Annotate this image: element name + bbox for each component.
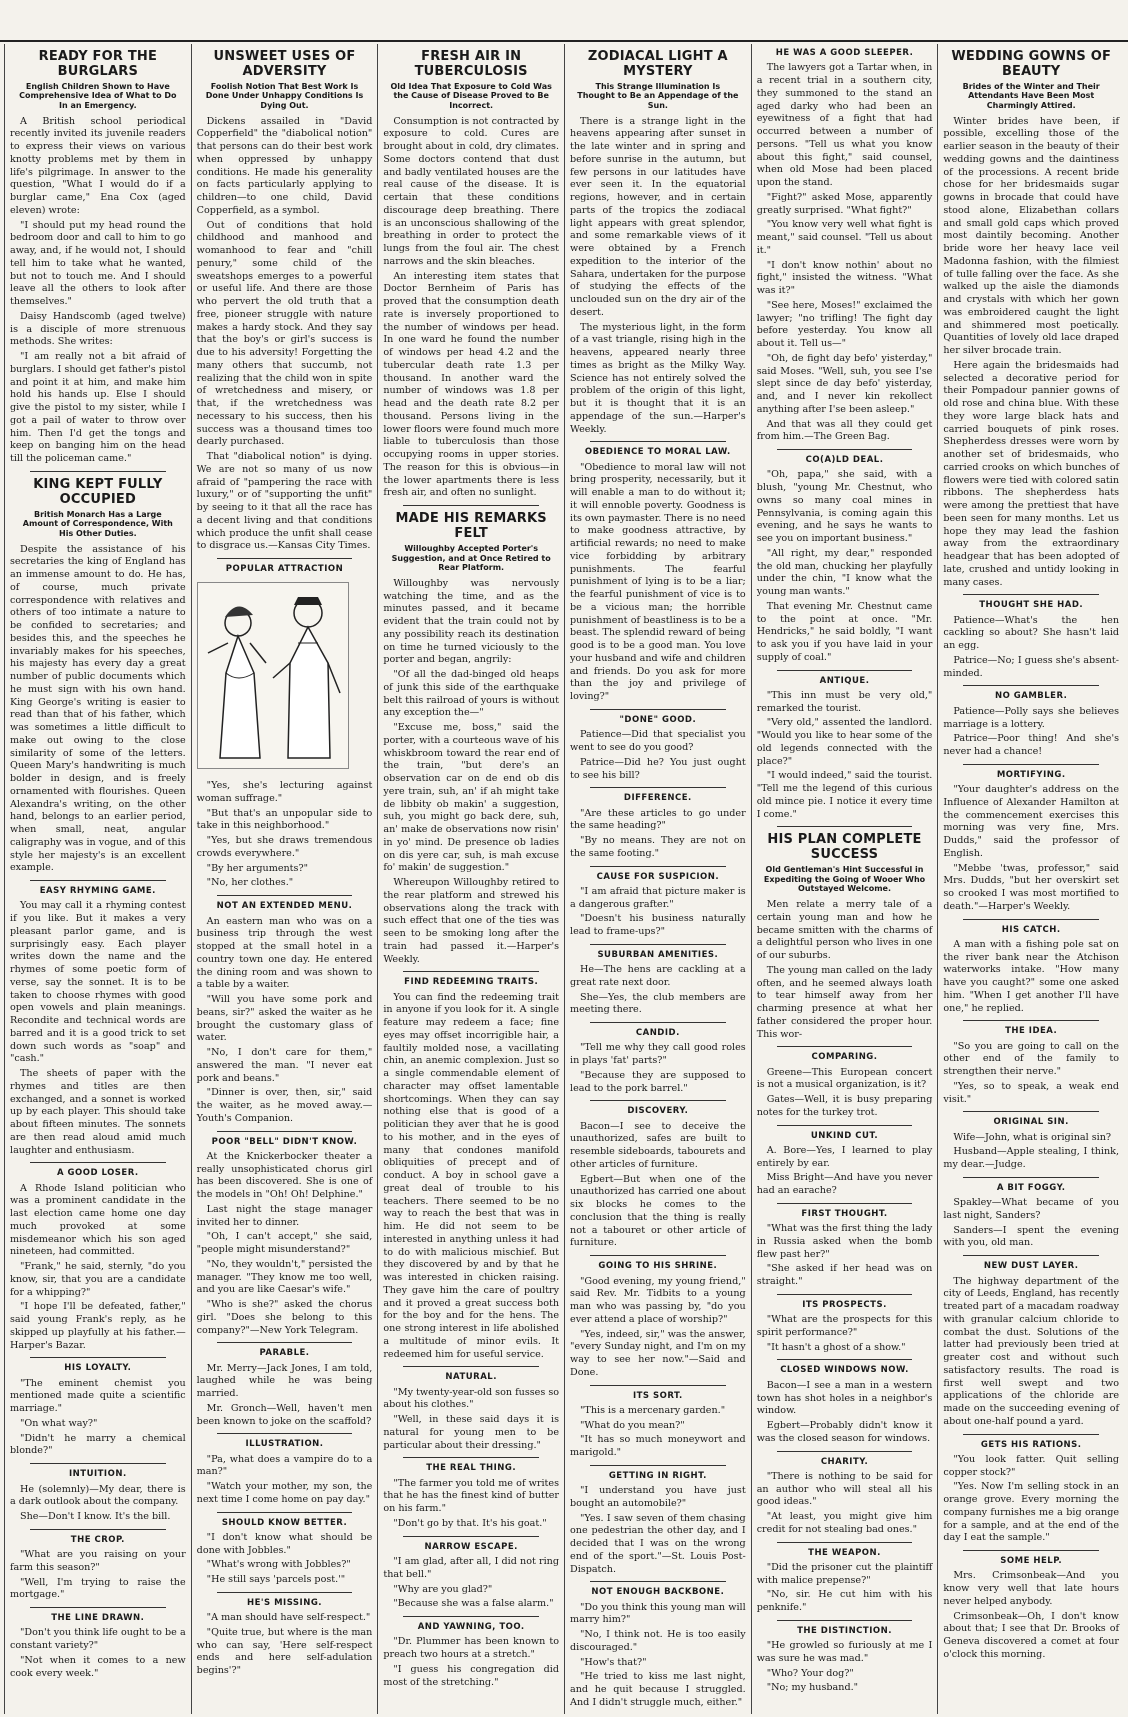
article-paragraph: "Obedience to moral law will not bring prosperity, necessarily, but it will enable a man to do without it; it will ennoble poverty. Goodness is its own paymaster. There is no need to make goodness attractive, by artificial rewards; no need to make vice forbidding by arbitrary punishments. The fearful punishment of lying is to be a liar; the fearful punishment of vice is to be a vicious man; the horrible punishment of beastliness is to be a beast. The splendid reward of being good is to be a good man. You love your husband and wife and children and friends. Do you ask for more than the joy and privilege of loving?" xyxy=(570,461,746,703)
article-divider xyxy=(30,471,166,472)
article-paragraph: "A man should have self-respect." xyxy=(206,1612,371,1624)
article-paragraph: "Doesn't his business naturally lead to frame-ups?" xyxy=(570,913,746,938)
section-heading: NARROW ESCAPE. xyxy=(424,1541,518,1552)
article-paragraph: Miss Bright—And have you never had an earache? xyxy=(756,1172,933,1197)
column-6 xyxy=(937,44,1124,1714)
article-subheadline: Foolish Notion That Best Work Is Done Under Unhappy Conditions Is Dying Out. xyxy=(205,81,364,111)
section-heading: HE WAS A GOOD SLEEPER. xyxy=(775,48,914,58)
article-paragraph: "At least, you might give him credit for not stealing bad ones." xyxy=(756,1511,933,1535)
article-paragraph: "What was the first thing the lady in Russia asked when the bomb flew past her?" xyxy=(756,1223,933,1260)
article-divider xyxy=(777,1046,913,1047)
column-4 xyxy=(564,44,751,1714)
article-paragraph: "On what way?" xyxy=(20,1417,98,1429)
section-heading: HE'S MISSING. xyxy=(246,1597,323,1608)
article-headline: WEDDING GOWNS OF BEAUTY xyxy=(951,49,1112,79)
article-paragraph: Patrice—Did he? You just ought to see his bill? xyxy=(570,756,746,781)
section-heading: HIS CATCH. xyxy=(1001,924,1061,935)
article-paragraph: "Yes, indeed, sir," was the answer, "every Sunday night, and I'm on my way to see her now."—Said and Done. xyxy=(570,1328,746,1378)
article-divider xyxy=(217,1342,353,1343)
article-divider xyxy=(590,709,726,710)
article-subheadline: Old Idea That Exposure to Cold Was the Cause of Disease Proved to Be Incorrect. xyxy=(390,81,552,111)
article-divider xyxy=(963,685,1099,686)
article-paragraph: Out of conditions that hold childhood and manhood and womanhood to fear and "chill penury," some child of the sweatshops emerges to a powerful or useful life. And there are those who pervert the old truth that a free, pioneer struggle with nature makes a hardy stock. And they say that the boy's or girl's success is due to his adversity! Forgetting the many others that succumb, not realizing that the child won in spite of wretchedness and misery, or that, if the wretchedness was necessary to his success, then his success was a thousand times too dearly purchased. xyxy=(196,219,373,448)
section-heading: DISCOVERY. xyxy=(627,1106,689,1117)
article-paragraph: "Quite true, but where is the man who can say, 'Here self-respect ends and here self-adulation begins'?" xyxy=(196,1626,373,1677)
section-heading: NEW DUST LAYER. xyxy=(983,1261,1079,1272)
article-divider xyxy=(777,449,913,450)
article-paragraph: She—Yes, the club members are meeting there. xyxy=(570,991,746,1016)
section-heading: FIND REDEEMING TRAITS. xyxy=(404,977,539,988)
article-paragraph: "I am really not a bit afraid of burglars. I should get father's pistol and point it at him, and make him hold his hands up. Else I should give the pistol to my sister, while I got a pail of water to throw over him. Then I'd get the tongs and keep on banging him on the head till the policeman came." xyxy=(10,351,186,465)
section-heading: GOING TO HIS SHRINE. xyxy=(598,1261,718,1272)
article-paragraph: "He growled so furiously at me I was sure he was mad." xyxy=(756,1640,933,1664)
article-divider xyxy=(590,866,726,867)
section-heading: CANDID. xyxy=(635,1028,680,1039)
article-paragraph: "Oh, de fight day befo' yisterday," said Moses. "Well, suh, you see I'se slept since de day befo' yisterday, and, and I never kin rekollect anything after I'se been asleep." xyxy=(756,352,933,415)
article-paragraph: "The farmer you told me of writes that he has the finest kind of butter on his farm." xyxy=(383,1477,560,1515)
article-divider xyxy=(777,1359,913,1360)
article-paragraph: "He still says 'parcels post.'" xyxy=(206,1574,346,1586)
article-headline: HIS PLAN COMPLETE SUCCESS xyxy=(767,832,922,863)
article-paragraph: "He tried to kiss me last night, and he quit because I struggled. And I didn't struggle much, either." xyxy=(570,1671,746,1708)
cartoon-illustration xyxy=(197,582,349,769)
article-paragraph: "Pa, what does a vampire do to a man?" xyxy=(196,1453,373,1478)
article-paragraph: Patience—What's the hen cackling so about? She hasn't laid an egg. xyxy=(943,614,1120,652)
article-paragraph: "Why are you glad?" xyxy=(393,1583,493,1595)
article-paragraph: Daisy Handscomb (aged twelve) is a disciple of more strenuous methods. She writes: xyxy=(10,310,186,348)
article-paragraph: Despite the assistance of his secretaries the king of England has an immense amount to do. He has, of course, much private correspondence with relatives and others of too intimate a nature to be confided to secretaries; and besides this, and the speeches he invariably makes for his speeches, his majesty has every day a great number of public documents which he must sign with his own hand. King George's writing is easier to read than that of his father, which was sometimes a little difficult to make out owing to the close similarity of some of the letters. Queen Mary's handwriting is much bolder in design, and is freely ornamented with flourishes. Queen Alexandra's writing, on the other hand, belongs to an earlier period, when small, neat, angular caligraphy was in vogue, and of this style her majesty's is an excellent example. xyxy=(10,543,186,874)
article-paragraph: Patience—Polly says she believes marriage is a lottery. xyxy=(943,705,1120,730)
article-paragraph: "No, her clothes." xyxy=(206,877,294,889)
section-heading: CAUSE FOR SUSPICION. xyxy=(596,871,720,882)
article-paragraph: "Dr. Plummer has been known to preach two hours at a stretch." xyxy=(383,1636,560,1661)
article-paragraph: "Tell me why they call good roles in plays 'fat' parts?" xyxy=(570,1042,746,1067)
article-paragraph: Spakley—What became of you last night, Sanders? xyxy=(943,1197,1120,1221)
article-paragraph: "No, they wouldn't," persisted the manager. "They know me too well, and you are like Caesar's wife." xyxy=(196,1258,373,1296)
article-paragraph: Patrice—No; I guess she's absent-minded. xyxy=(943,654,1120,679)
article-divider xyxy=(403,1616,539,1617)
article-headline: READY FOR THE BURGLARS xyxy=(38,49,158,79)
section-heading: FIRST THOUGHT. xyxy=(801,1208,888,1219)
article-paragraph: "It has so much moneywort and marigold." xyxy=(570,1434,746,1459)
article-paragraph: "Because they are supposed to lead to the pork barrel." xyxy=(570,1069,746,1094)
article-paragraph: Willoughby was nervously watching the time, and as the minutes passed, and it became evident that the train could not by any possibility reach its destination on time he turned viciously to the porter and began, angrily: xyxy=(383,577,560,666)
article-headline: ZODIACAL LIGHT A MYSTERY xyxy=(587,49,728,79)
article-paragraph: Bacon—I see to deceive the unauthorized, safes are built to resemble sideboards, tabourets and other articles of furniture. xyxy=(570,1120,746,1170)
article-paragraph: "What are you raising on your farm this season?" xyxy=(10,1549,186,1573)
article-paragraph: "I hope I'll be defeated, father," said young Frank's reply, as he skipped up playfully at his father.—Harper's Bazar. xyxy=(10,1301,186,1351)
article-subheadline: Brides of the Winter and Their Attendants Have Been Most Charmingly Attired. xyxy=(962,81,1100,111)
article-divider xyxy=(217,1592,353,1593)
article-divider xyxy=(590,1581,726,1582)
article-paragraph: "No, I think not. He is too easily discouraged." xyxy=(570,1629,746,1653)
article-paragraph: "What's wrong with Jobbles?" xyxy=(206,1559,351,1571)
article-paragraph: "Yes, she's lecturing against woman suffrage." xyxy=(196,780,373,804)
article-paragraph: "You know very well what fight is meant," said counsel. "Tell us about it." xyxy=(756,219,933,256)
article-paragraph: Dickens assailed in "David Copperfield" the "diabolical notion" that persons can do their best work when oppressed by unhappy conditions. He made his generality on facts particularly applying to children—to one child, David Copperfield, as a symbol. xyxy=(196,115,373,216)
article-paragraph: That "diabolical notion" is dying. We are not so many of us now afraid of "pampering the race with luxury," or of "supporting the unfit" by seeing to it that all the race has a decent living and that conditions which produce the unfit shall cease to disgrace us.—Kansas City Times. xyxy=(196,451,373,552)
section-heading: ILLUSTRATION. xyxy=(245,1439,324,1450)
article-paragraph: Crimsonbeak—Oh, I don't know about that; I see that Dr. Brooks of Geneva discovered a comet at four o'clock this morning. xyxy=(943,1610,1120,1660)
article-paragraph: "No, sir. He cut him with his penknife." xyxy=(756,1589,933,1614)
article-paragraph: Husband—Apple stealing, I think, my dear.—Judge. xyxy=(943,1146,1120,1171)
article-paragraph: "Mebbe 'twas, professor," said Mrs. Dudds, "but her overskirt set so crooked I was most mortified to death."—Harper's Weekly. xyxy=(943,862,1120,912)
article-paragraph: "Who? Your dog?" xyxy=(766,1667,854,1679)
article-paragraph: Here again the bridesmaids had selected a decorative period for their Pompadour pannier gowns of old rose and china blue. With these they wore large black hats and carried bouquets of pink roses. Shepherdess dresses were worn by another set of bridesmaids, who carried crooks on which bunches of flowers were tied with colored satin ribbons. The shepherdess hats were among the prettiest that have been seen for many months. Let us hope they may lead the fashion away from the extraordinary headgear that has been adopted of late, crushed and untidy looking in many cases. xyxy=(943,359,1120,588)
article-divider xyxy=(217,895,353,896)
article-paragraph: Wife—John, what is original sin? xyxy=(953,1131,1112,1143)
section-heading: THE WEAPON. xyxy=(808,1547,881,1558)
article-paragraph: Whereupon Willoughby retired to the rear platform and strewed his observations along the track with such effect that one of the ties was seen to be smoking long after the train had passed it.—Harper's Weekly. xyxy=(383,877,560,965)
article-paragraph: Egbert—Probably didn't know it was the closed season for windows. xyxy=(756,1420,933,1444)
section-heading: THE IDEA. xyxy=(1005,1026,1058,1037)
section-heading: NOT AN EXTENDED MENU. xyxy=(216,901,353,912)
article-paragraph: He (solemnly)—My dear, there is a dark outlook about the company. xyxy=(10,1483,186,1508)
article-paragraph: Mr. Gronch—Well, haven't men been known to joke on the scaffold? xyxy=(196,1402,373,1427)
article-paragraph: "See here, Moses!" exclaimed the lawyer; "no trifling! The fight day before yesterday. You know all about it. Tell us—" xyxy=(756,299,933,350)
article-paragraph: Consumption is not contracted by exposure to cold. Cures are brought about in cold, dry climates. Some doctors contend that dust and badly ventilated houses are the real cause of the disease. It is certain that these conditions discourage deep breathing. There is an unconscious shallowing of the breathing in order to protect the lungs from the foul air. The chest narrows and the skin bleaches. xyxy=(383,115,560,267)
article-divider xyxy=(777,1620,913,1621)
article-paragraph: Sanders—I spent the evening with you, old man. xyxy=(943,1224,1120,1249)
article-paragraph: She—Don't I know. It's the bill. xyxy=(20,1511,171,1522)
article-paragraph: You may call it a rhyming contest if you like. But it makes a very pleasant parlor game, and is surprisingly easy. Each player writes down the name and the rhymes of some poetic form of verse, say the sonnet. It is to be taken to choose rhymes with good open vowels and plain meanings. Recondite and technical words are barred and it is a good trick to set down such words as "soap" and "cash." xyxy=(10,900,186,1065)
article-paragraph: "All right, my dear," responded the old man, chucking her playfully under the chin, "I know what the young man wants." xyxy=(756,547,933,598)
article-divider xyxy=(590,441,726,442)
article-divider xyxy=(30,1607,166,1608)
section-heading: ANTIQUE. xyxy=(819,675,870,686)
article-paragraph: Gates—Well, it is busy preparing notes for the turkey trot. xyxy=(756,1094,933,1118)
article-paragraph: The highway department of the city of Leeds, England, has recently treated part of a macadam roadway with granular calcium chloride to combat the dust. Solutions of the latter had previously been tried at greater cost and without such satisfactory results. The road is first well swept and two applications of the chloride are made on the succeeding evening of about one-half pound a yard. xyxy=(943,1275,1120,1427)
article-divider xyxy=(963,919,1099,920)
section-heading: SOME HELP. xyxy=(1000,1556,1063,1567)
page-top-margin xyxy=(0,0,1128,42)
article-divider xyxy=(590,1100,726,1101)
article-paragraph: "Are these articles to go under the same heading?" xyxy=(570,807,746,832)
article-paragraph: "The eminent chemist you mentioned made quite a scientific marriage." xyxy=(10,1377,186,1415)
article-subheadline: English Children Shown to Have Comprehensive Idea of What to Do In an Emergency. xyxy=(19,81,177,111)
article-divider xyxy=(30,1529,166,1530)
article-divider xyxy=(963,1550,1099,1551)
section-heading: PARABLE. xyxy=(259,1348,310,1359)
article-divider xyxy=(403,971,539,972)
article-paragraph: Egbert—But when one of the unauthorized has carried one about six blocks he comes to the conclusion that the thing is really not a tabouret or other article of furniture. xyxy=(570,1173,746,1249)
section-heading: HIS LOYALTY. xyxy=(64,1363,132,1374)
article-divider xyxy=(590,944,726,945)
article-paragraph: "What do you mean?" xyxy=(580,1419,685,1431)
section-heading: ITS SORT. xyxy=(632,1390,683,1401)
article-headline: MADE HIS REMARKS FELT xyxy=(395,511,547,542)
article-paragraph: "I don't know what should be done with Jobbles." xyxy=(196,1531,373,1556)
article-paragraph: A British school periodical recently invited its juvenile readers to express their views on various knotty problems met by them in life's pilgrimage. In answer to the question, "What I would do if a burglar came," Ena Cox (aged eleven) wrote: xyxy=(10,115,186,216)
article-paragraph: Winter brides have been, if possible, excelling those of the earlier season in the beauty of their wedding gowns and the daintiness of the processions. A recent bride chose for her bridesmaids sugar gowns in brocade that could have stood alone, Elizabethan collars and small gold caps which proved most daintily becoming. Another bride wore her heavy lace veil Madonna fashion, with the filmiest of tulle falling over the face. As she walked up the aisle the diamonds and crystals with which her gown was embroidered caught the light and shimmered most poetically. Quantities of lovely old lace draped her silver brocade train. xyxy=(943,115,1120,357)
section-heading: SHOULD KNOW BETTER. xyxy=(221,1517,348,1528)
article-paragraph: "You look fatter. Quit selling copper stock?" xyxy=(943,1453,1120,1478)
article-paragraph: The young man called on the lady often, and he seemed always loath to tear himself away from her charming presence at what her father considered the proper hour. This wor- xyxy=(756,964,933,1040)
section-heading: DIFFERENCE. xyxy=(623,793,692,804)
article-paragraph: "Yes, but she draws tremendous crowds everywhere." xyxy=(196,835,373,859)
article-paragraph: Patience—Did that specialist you went to see do you good? xyxy=(570,729,746,753)
article-paragraph: "Of all the dad-binged old heaps of junk this side of the earthquake belt this railroad of yours is without any exception the—" xyxy=(383,669,560,719)
article-paragraph: Last night the stage manager invited her to dinner. xyxy=(196,1203,373,1228)
article-subheadline: British Monarch Has a Large Amount of Correspondence, With His Other Duties. xyxy=(22,509,173,538)
column-3 xyxy=(377,44,564,1714)
article-paragraph: "Frank," he said, sternly, "do you know, sir, that you are a candidate for a whipping?" xyxy=(10,1261,186,1298)
section-heading: ITS PROSPECTS. xyxy=(802,1299,887,1310)
article-paragraph: Bacon—I see a man in a western town has shot holes in a neighbor's window. xyxy=(756,1379,933,1417)
column-1 xyxy=(4,44,191,1714)
section-heading: CO(A)LD DEAL. xyxy=(805,455,884,466)
article-divider xyxy=(777,1542,913,1543)
article-divider xyxy=(777,1294,913,1295)
section-heading: THOUGHT SHE HAD. xyxy=(979,600,1084,611)
article-paragraph: "Excuse me, boss," said the porter, with a courteous wave of his whiskbroom toward the rear end of the train, "but dere's an observation car on de end ob dis yere train, suh, an' if ah might take de libbity ob makin' a suggestion, suh, you might go back dere, suh, an' make de observations now risin' in yo' mind. De presence ob ladies on dis yere car, suh, is mah excuse fo' makin' de suggestion." xyxy=(383,722,560,874)
article-paragraph: "I would indeed," said the tourist. "Tell me the legend of this curious old mince pie. I notice it every time I come." xyxy=(756,770,933,820)
article-paragraph: "How's that?" xyxy=(580,1656,647,1668)
article-divider xyxy=(963,1020,1099,1021)
section-heading: COMPARING. xyxy=(811,1052,878,1063)
article-paragraph: "Very old," assented the landlord. "Would you like to hear some of the old legends connected with the place?" xyxy=(756,717,933,767)
article-paragraph: An interesting item states that Doctor Bernheim of Paris has proved that the consumption death rate is inversely proportioned to the number of windows per head. In one ward he found the number of windows per head 4.2 and the tubercular death rate 1.3 per thousand. In another ward the number of windows was 1.8 per head and the death rate 8.2 per thousand. Persons living in the lower floors were found much more liable to tuberculosis than those occupying rooms in upper stories. The reason for this is obvious—in the lower apartments there is less fresh air, and often no sunlight. xyxy=(383,270,560,499)
article-headline: UNSWEET USES OF ADVERSITY xyxy=(213,49,356,79)
section-heading: CLOSED WINDOWS NOW. xyxy=(780,1365,909,1376)
section-heading: MORTIFYING. xyxy=(996,769,1066,780)
article-paragraph: Mrs. Crimsonbeak—And you know very well that late hours never helped anybody. xyxy=(943,1570,1120,1607)
article-paragraph: "So you are going to call on the other end of the family to strengthen their nerve." xyxy=(943,1040,1120,1078)
section-heading: NO GAMBLER. xyxy=(994,691,1068,702)
section-heading: AND YAWNING, TOO. xyxy=(417,1622,525,1632)
article-divider xyxy=(590,1022,726,1023)
article-paragraph: "I am afraid that picture maker is a dangerous grafter." xyxy=(570,885,746,910)
article-paragraph: "Who is she?" asked the chorus girl. "Does she belong to this company?"—New York Telegram. xyxy=(196,1299,373,1336)
article-paragraph: "By no means. They are not on the same footing." xyxy=(570,835,746,859)
section-heading: THE CROP. xyxy=(70,1534,125,1545)
article-paragraph: "It hasn't a ghost of a show." xyxy=(766,1341,906,1353)
article-paragraph: The mysterious light, in the form of a vast triangle, rising high in the heavens, appeared nearly three times as bright as the Milky Way. Science has not entirely solved the problem of the origin of this light, but it is thought that it is an appendage of the sun.—Harper's Weekly. xyxy=(570,321,746,435)
section-heading: SUBURBAN AMENITIES. xyxy=(597,949,719,960)
article-paragraph: "Good evening, my young friend," said Rev. Mr. Tidbits to a young man who was passing by, "do you ever attend a place of worship?" xyxy=(570,1275,746,1325)
article-paragraph: Men relate a merry tale of a certain young man and how he became smitten with the charms of a delightful person who lives in one of our suburbs. xyxy=(756,899,933,962)
section-heading: GETTING IN RIGHT. xyxy=(608,1470,707,1481)
section-heading: NOT ENOUGH BACKBONE. xyxy=(591,1587,725,1598)
article-paragraph: "Watch your mother, my son, the next time I come home on pay day." xyxy=(196,1481,373,1505)
article-divider xyxy=(217,1512,353,1513)
article-divider xyxy=(777,826,913,827)
article-paragraph: "Yes, so to speak, a weak end visit." xyxy=(943,1080,1120,1105)
article-paragraph: "My twenty-year-old son fusses so about his clothes." xyxy=(383,1386,560,1411)
article-divider xyxy=(777,1203,913,1204)
article-paragraph: "Did the prisoner cut the plaintiff with malice prepense?" xyxy=(756,1561,933,1586)
article-paragraph: A Rhode Island politician who was a prominent candidate in the last election came home one day much provoked at some misdemeanor which his son aged nineteen, had committed. xyxy=(10,1182,186,1258)
article-paragraph: "Well, in these said days it is natural for young men to be particular about their dressing." xyxy=(383,1414,560,1451)
article-paragraph: A. Bore—Yes, I learned to play entirely by ear. xyxy=(756,1144,933,1169)
article-divider xyxy=(963,594,1099,595)
article-divider xyxy=(403,1457,539,1458)
article-paragraph: "I guess his congregation did most of the stretching." xyxy=(383,1663,560,1688)
article-divider xyxy=(590,787,726,788)
article-paragraph: An eastern man who was on a business trip through the west stopped at the small hotel in a country town one day. He entered the dining room and was shown to a table by a waiter. xyxy=(196,915,373,991)
article-paragraph: There is a strange light in the heavens appearing after sunset in the late winter and in spring and before sunrise in the autumn, but few persons in our latitudes have ever seen it. In the equatorial regions, however, and in certain parts of the tropics the zodiacal light appears with great splendor, and some remarkable views of it were obtained by a French expedition to the interior of the Sahara, undertaken for the purpose of studying the effects of the unclouded sun on the dry air of the desert. xyxy=(570,115,746,318)
article-paragraph: Patrice—Poor thing! And she's never had a chance! xyxy=(943,733,1120,757)
article-headline: FRESH AIR IN TUBERCULOSIS xyxy=(414,49,528,79)
article-paragraph: "But that's an unpopular side to take in this neighborhood." xyxy=(196,807,373,832)
article-paragraph: "I understand you have just bought an automobile?" xyxy=(570,1485,746,1509)
section-heading: UNKIND CUT. xyxy=(810,1130,879,1141)
article-subheadline: This Strange Illumination Is Thought to Be an Appendage of the Sun. xyxy=(577,81,739,111)
article-paragraph: "No, I don't care for them," answered the man. "I never eat pork and beans." xyxy=(196,1047,373,1084)
article-paragraph: "Fight?" asked Mose, apparently greatly surprised. "What fight?" xyxy=(756,191,933,216)
section-heading: CHARITY. xyxy=(820,1456,869,1467)
article-divider xyxy=(590,1385,726,1386)
section-heading: "DONE" GOOD. xyxy=(619,714,697,725)
article-divider xyxy=(963,1434,1099,1435)
article-paragraph: "I should put my head round the bedroom door and call to him to go away, and, if he would not, I should tell him to take what he wanted, but not to touch me. And I should leave all the others to look after themselves." xyxy=(10,219,186,308)
article-paragraph: Greene—This European concert is not a musical organization, is it? xyxy=(756,1066,933,1091)
article-divider xyxy=(403,505,539,506)
article-divider xyxy=(217,558,353,559)
article-paragraph: "Because she was a false alarm." xyxy=(393,1598,554,1610)
section-heading: INTUITION. xyxy=(69,1469,127,1480)
section-heading: EASY RHYMING GAME. xyxy=(39,886,156,897)
article-divider xyxy=(777,670,913,671)
section-heading: THE DISTINCTION. xyxy=(797,1625,892,1636)
article-subheadline: Willoughby Accepted Porter's Suggestion, and at Once Retired to Rear Platform. xyxy=(391,544,551,573)
article-divider xyxy=(777,1451,913,1452)
article-divider xyxy=(30,880,166,881)
article-divider xyxy=(403,1536,539,1537)
article-divider xyxy=(963,1111,1099,1112)
article-headline: KING KEPT FULLY OCCUPIED xyxy=(33,476,163,507)
article-divider xyxy=(963,1177,1099,1178)
article-paragraph: You can find the redeeming trait in anyone if you look for it. A single feature may redeem a face; fine eyes may offset incorrigible hair, a faultily molded nose, a vacillating chin, an anemic complexion. Just so a single commendable element of character may offset lamentable shortcomings. When they can say nothing else that is good of a politician they aver that he is good to his mother, and in the eyes of many that condones manifold obliquities of precept and of conduct. A boy in school gave a great deal of trouble to his teachers. There seemed to be no way to reach the best that was in him. He did not seem to be interested in anything unless it had to do with malicious mischief. But they discovered by and by that he was interested in chicken raising. They gave him the care of poultry and it proved a great success both for the boy and for the hens. The one strong interest in life abolished a multitude of minor evils. It redeemed him for useful service. xyxy=(383,991,560,1360)
article-paragraph: He—The hens are cackling at a great rate next door. xyxy=(570,964,746,988)
article-paragraph: "Dinner is over, then, sir," said the waiter, as he moved away.—Youth's Companion. xyxy=(196,1087,373,1124)
article-paragraph: "What are the prospects for this spirit performance?" xyxy=(756,1314,933,1338)
article-paragraph: "Didn't he marry a chemical blonde?" xyxy=(10,1432,186,1457)
article-paragraph: "Will you have some pork and beans, sir?" asked the waiter as he brought the customary glass of water. xyxy=(196,994,373,1044)
article-paragraph: "This is a mercenary garden." xyxy=(580,1404,726,1416)
article-paragraph: The lawyers got a Tartar when, in a recent trial in a southern city, they summoned to the stand an aged darky who had been an eyewitness of a fight that had occurred between a number of persons. "Tell us what you know about this fight," said counsel, when old Mose had been placed upon the stand. xyxy=(756,62,933,189)
section-heading: A BIT FOGGY. xyxy=(996,1182,1066,1193)
article-paragraph: That evening Mr. Chestnut came to the point at once. "Mr. Hendricks," he said boldly, "I want to ask you if you have laid in your supply of coal." xyxy=(756,600,933,663)
article-paragraph: "She asked if her head was on straight." xyxy=(756,1263,933,1288)
article-divider xyxy=(217,1433,353,1434)
section-heading: POOR "BELL" DIDN'T KNOW. xyxy=(211,1136,358,1147)
section-heading: OBEDIENCE TO MORAL LAW. xyxy=(584,447,731,458)
article-paragraph: "Not when it comes to a new cook every week." xyxy=(10,1654,186,1679)
column-5 xyxy=(751,44,938,1714)
article-paragraph: The sheets of paper with the rhymes and titles are then exchanged, and a sonnet is worked up by each player. This should take about fifteen minutes. The sonnets are then read aloud amid much laughter and enthusiasm. xyxy=(10,1068,186,1156)
article-divider xyxy=(590,1465,726,1466)
article-paragraph: Mr. Merry—Jack Jones, I am told, laughed while he was being married. xyxy=(196,1362,373,1400)
section-heading: A GOOD LOSER. xyxy=(56,1168,139,1179)
article-paragraph: "Do you think this young man will marry him?" xyxy=(570,1601,746,1626)
column-2 xyxy=(191,44,378,1714)
article-divider xyxy=(963,764,1099,765)
article-paragraph: At the Knickerbocker theater a really unsophisticated chorus girl has been discovered. She is one of the models in "Oh! Oh! Delphine." xyxy=(196,1150,373,1201)
article-paragraph: "I don't know nothin' about no fight," insisted the witness. "What was it?" xyxy=(756,259,933,297)
section-heading: NATURAL. xyxy=(445,1372,497,1383)
section-heading: GETS HIS RATIONS. xyxy=(980,1439,1082,1450)
article-divider xyxy=(403,1366,539,1367)
article-divider xyxy=(963,1255,1099,1256)
article-divider xyxy=(30,1463,166,1464)
article-paragraph: "Your daughter's address on the Influence of Alexander Hamilton at the commencement exercises this morning was very fine, Mrs. Dudds," said the professor of English. xyxy=(943,784,1120,859)
article-paragraph: "This inn must be very old," remarked the tourist. xyxy=(756,689,933,714)
article-paragraph: "Oh, papa," she said, with a blush, "young Mr. Chestnut, who owns so many coal mines in Pennsylvania, is coming again this evening, and he says he wants to see you on important business." xyxy=(756,469,933,545)
section-heading: THE REAL THING. xyxy=(426,1463,517,1474)
article-divider xyxy=(777,1125,913,1126)
article-paragraph: And that was all they could get from him.—The Green Bag. xyxy=(756,418,933,443)
article-paragraph: "Yes. Now I'm selling stock in an orange grove. Every morning the company furnishes me a big orange for a sample, and at the end of the day I eat the sample." xyxy=(943,1481,1120,1544)
article-paragraph: "By her arguments?" xyxy=(206,862,309,874)
article-paragraph: "No; my husband." xyxy=(766,1682,859,1694)
article-paragraph: "Yes. I saw seven of them chasing one pedestrian the other day, and I decided that I was on the wrong end of the sport."—St. Louis Post-Dispatch. xyxy=(570,1512,746,1575)
article-paragraph: "I am glad, after all, I did not ring that bell." xyxy=(383,1556,560,1580)
article-paragraph: "Don't you think life ought to be a constant variety?" xyxy=(10,1627,186,1652)
article-divider xyxy=(217,1131,353,1132)
article-paragraph: A man with a fishing pole sat on the river bank near the Atchison waterworks intake. "How many have you caught?" some one asked him. "When I get another I'll have one," he replied. xyxy=(943,938,1120,1014)
article-divider xyxy=(590,1255,726,1256)
article-divider xyxy=(30,1357,166,1358)
article-subheadline: Old Gentleman's Hint Successful in Expediting the Going of Wooer Who Outstayed Welcome. xyxy=(763,865,926,894)
article-paragraph: "Oh, I can't accept," she said, "people might misunderstand?" xyxy=(196,1231,373,1256)
section-heading: POPULAR ATTRACTION xyxy=(225,564,344,575)
section-heading: ORIGINAL SIN. xyxy=(993,1117,1069,1128)
article-divider xyxy=(30,1162,166,1163)
article-paragraph: "There is nothing to be said for an author who will steal all his good ideas." xyxy=(756,1470,933,1508)
article-paragraph: "Well, I'm trying to raise the mortgage." xyxy=(10,1576,186,1601)
section-heading: THE LINE DRAWN. xyxy=(51,1613,145,1624)
article-paragraph: "Don't go by that. It's his goat." xyxy=(393,1517,547,1529)
